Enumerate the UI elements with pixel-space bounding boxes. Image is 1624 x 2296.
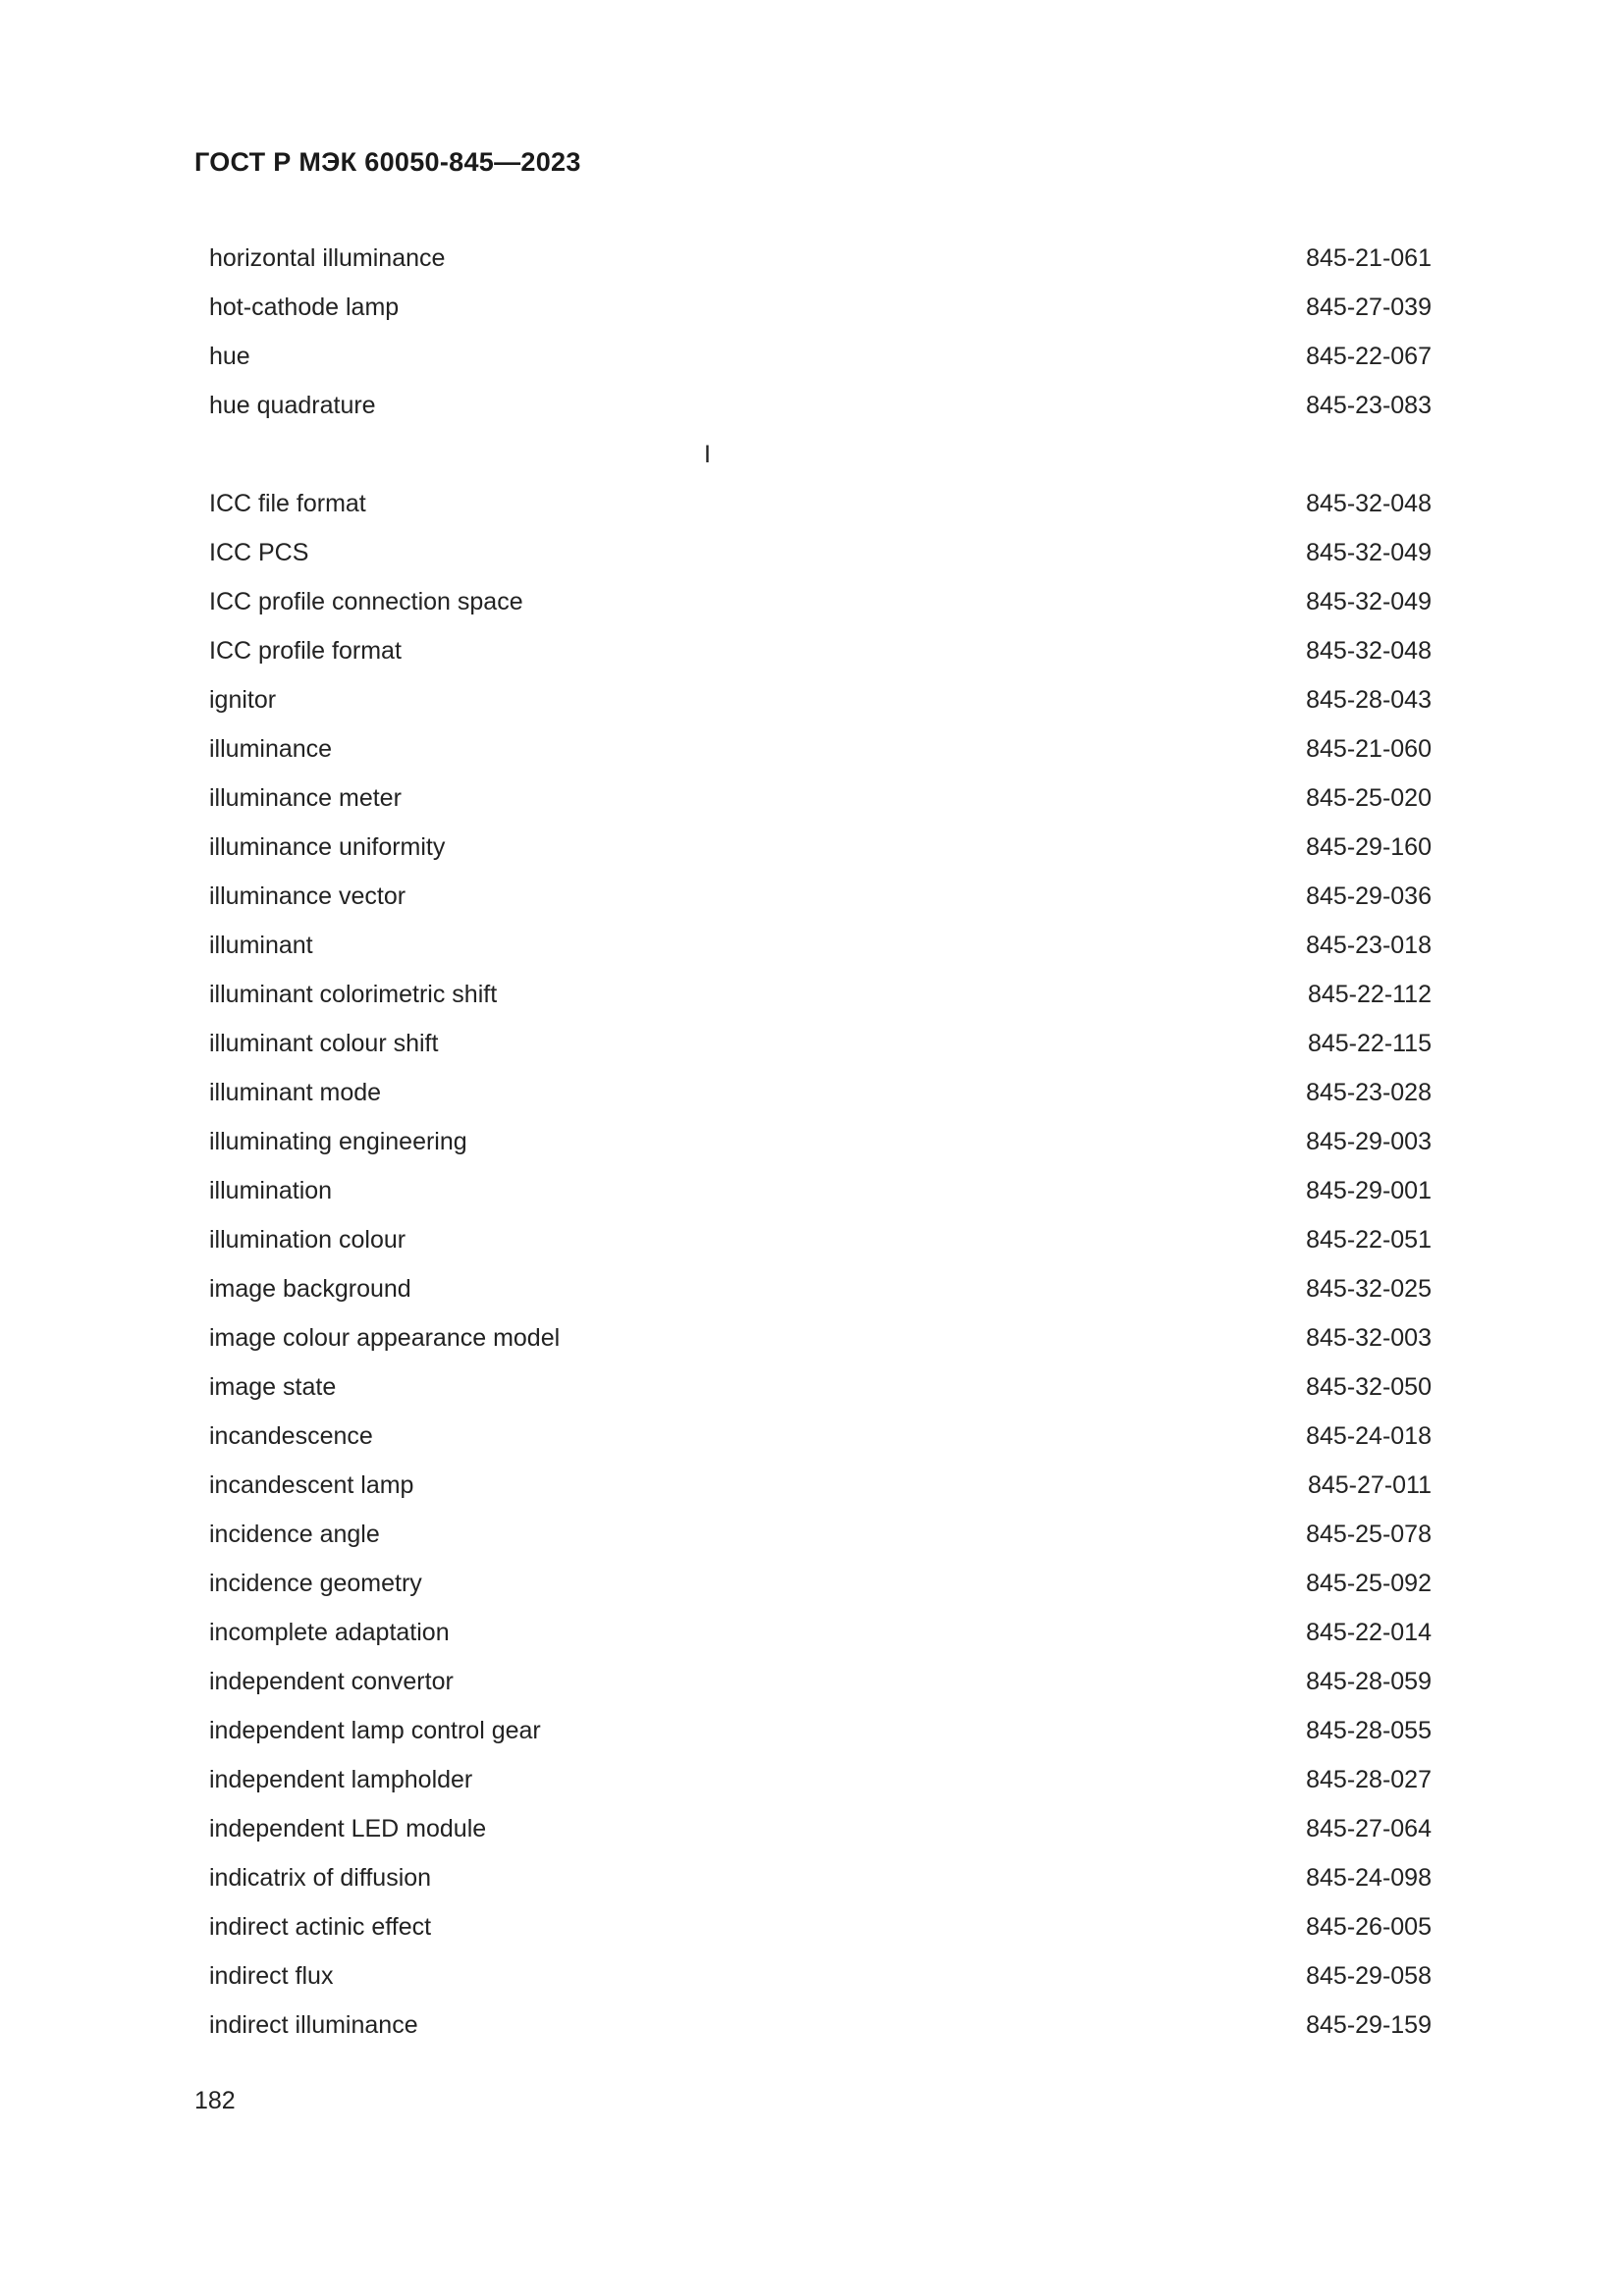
index-term: horizontal illuminance [209, 244, 446, 272]
index-entry [209, 1461, 1432, 1510]
page-number: 182 [194, 2087, 236, 2114]
index-code: 845-27-011 [1307, 1471, 1432, 1499]
index-term: illuminant colorimetric shift [209, 981, 498, 1008]
index-term: independent LED module [209, 1815, 487, 1842]
index-term: incidence geometry [209, 1570, 422, 1597]
index-code: 845-32-048 [1306, 490, 1432, 517]
index-entry [209, 1657, 1432, 1706]
index-entry [209, 970, 1432, 1019]
index-entry [209, 1755, 1432, 1804]
index-term: indirect illuminance [209, 2011, 418, 2039]
index-term: ICC PCS [209, 539, 309, 566]
index-term: incomplete adaptation [209, 1619, 450, 1646]
index-term: hue [209, 343, 250, 370]
index-code: 845-32-049 [1306, 539, 1432, 566]
index-term: ICC file format [209, 490, 366, 517]
index-term: indicatrix of diffusion [209, 1864, 432, 1892]
index-entry [209, 823, 1432, 872]
index-term: incandescent lamp [209, 1471, 414, 1499]
index-code: 845-25-078 [1306, 1521, 1432, 1548]
index-entry [209, 1166, 1432, 1215]
index-term: illuminance meter [209, 784, 402, 812]
index-code: 845-23-028 [1306, 1079, 1432, 1106]
index-entry [209, 234, 1432, 283]
index-term: illuminance [209, 735, 333, 763]
index-code: 845-29-159 [1306, 2011, 1432, 2039]
index-term: independent convertor [209, 1668, 454, 1695]
index-term: independent lamp control gear [209, 1717, 541, 1744]
index-term: illuminant [209, 932, 313, 959]
index-code: 845-25-020 [1306, 784, 1432, 812]
index-term: hue quadrature [209, 392, 376, 419]
index-code: 845-29-036 [1306, 882, 1432, 910]
index-code: 845-21-061 [1306, 244, 1432, 272]
index-entry [209, 675, 1432, 724]
index-entry [209, 872, 1432, 921]
index-entry [209, 2001, 1432, 2050]
index-code: 845-32-048 [1306, 637, 1432, 665]
index-code: 845-27-039 [1306, 294, 1432, 321]
index-code: 845-29-160 [1306, 833, 1432, 861]
index-code: 845-22-051 [1306, 1226, 1432, 1254]
index-term: indirect actinic effect [209, 1913, 432, 1941]
index-entry [209, 1068, 1432, 1117]
index-entry [209, 1510, 1432, 1559]
index-entry [209, 332, 1432, 381]
index-entry [209, 1117, 1432, 1166]
section-letter: I [704, 441, 711, 468]
index-term: illumination [209, 1177, 333, 1204]
index-entry [209, 1706, 1432, 1755]
index-term: image background [209, 1275, 411, 1303]
index-term: ICC profile format [209, 637, 402, 665]
index-term: incandescence [209, 1422, 373, 1450]
index-entry [209, 283, 1432, 332]
index-term: illuminance uniformity [209, 833, 446, 861]
index-code: 845-24-018 [1306, 1422, 1432, 1450]
index-code: 845-26-005 [1306, 1913, 1432, 1941]
index-term: illumination colour [209, 1226, 406, 1254]
index-code: 845-28-043 [1306, 686, 1432, 714]
section-letter-row [209, 430, 1432, 479]
index-entry [209, 1559, 1432, 1608]
index-code: 845-25-092 [1306, 1570, 1432, 1597]
index-entry [209, 528, 1432, 577]
index-entry [209, 1215, 1432, 1264]
index-code: 845-22-014 [1306, 1619, 1432, 1646]
index-term: image colour appearance model [209, 1324, 561, 1352]
index-code: 845-21-060 [1306, 735, 1432, 763]
index-entry [209, 1313, 1432, 1362]
index-code: 845-28-059 [1306, 1668, 1432, 1695]
index-term: ignitor [209, 686, 277, 714]
index-entry [209, 1412, 1432, 1461]
index-term: ICC profile connection space [209, 588, 523, 615]
index-term: illuminant colour shift [209, 1030, 439, 1057]
index-entry [209, 577, 1432, 626]
index-entry [209, 1264, 1432, 1313]
index-term: illuminance vector [209, 882, 406, 910]
index-code: 845-22-067 [1306, 343, 1432, 370]
index-code: 845-32-003 [1306, 1324, 1432, 1352]
term-index-list [209, 234, 1432, 2050]
index-code: 845-29-003 [1306, 1128, 1432, 1155]
index-code: 845-22-112 [1307, 981, 1432, 1008]
index-term: image state [209, 1373, 337, 1401]
index-entry [209, 724, 1432, 774]
index-code: 845-32-050 [1306, 1373, 1432, 1401]
index-code: 845-22-115 [1307, 1030, 1432, 1057]
index-code: 845-24-098 [1306, 1864, 1432, 1892]
index-term: illuminant mode [209, 1079, 382, 1106]
index-code: 845-23-018 [1306, 932, 1432, 959]
index-entry [209, 1804, 1432, 1853]
index-code: 845-32-025 [1306, 1275, 1432, 1303]
index-code: 845-32-049 [1306, 588, 1432, 615]
index-term: indirect flux [209, 1962, 334, 1990]
index-entry [209, 1362, 1432, 1412]
index-entry [209, 1019, 1432, 1068]
index-term: independent lampholder [209, 1766, 473, 1793]
index-entry [209, 774, 1432, 823]
index-entry [209, 381, 1432, 430]
document-header: ГОСТ Р МЭК 60050-845—2023 [194, 147, 581, 177]
index-code: 845-27-064 [1306, 1815, 1432, 1842]
index-entry [209, 1608, 1432, 1657]
index-code: 845-28-027 [1306, 1766, 1432, 1793]
index-entry [209, 1853, 1432, 1902]
index-code: 845-29-001 [1306, 1177, 1432, 1204]
index-entry [209, 1902, 1432, 1951]
index-term: hot-cathode lamp [209, 294, 400, 321]
index-code: 845-23-083 [1306, 392, 1432, 419]
index-entry [209, 1951, 1432, 2001]
index-term: incidence angle [209, 1521, 380, 1548]
index-entry [209, 921, 1432, 970]
index-code: 845-28-055 [1306, 1717, 1432, 1744]
index-code: 845-29-058 [1306, 1962, 1432, 1990]
index-term: illuminating engineering [209, 1128, 467, 1155]
index-entry [209, 479, 1432, 528]
index-entry [209, 626, 1432, 675]
